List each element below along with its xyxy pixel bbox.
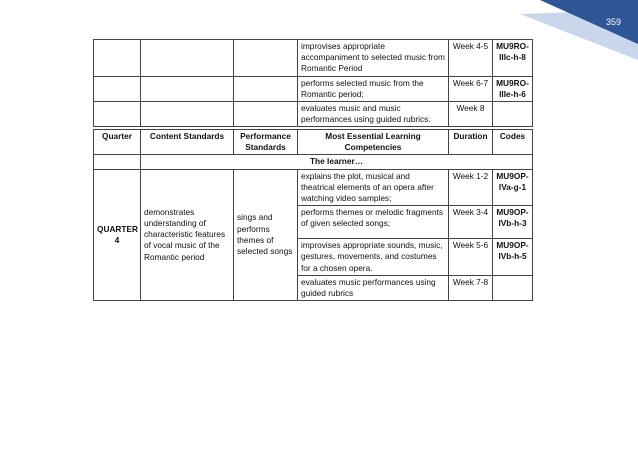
header-codes: Codes: [493, 130, 533, 155]
quarter-4-competency-table: [93, 129, 533, 301]
table-row: [94, 76, 533, 101]
code-cell: [493, 101, 533, 126]
empty-cell: [94, 40, 141, 77]
empty-cell: [234, 101, 298, 126]
duration-cell: Week 4-5: [449, 40, 493, 77]
header-performance-standards: Performance Standards: [234, 130, 298, 155]
duration-cell: Week 1-2: [449, 169, 493, 206]
learner-row: [94, 155, 533, 169]
empty-cell: [141, 101, 234, 126]
page-number: 359: [605, 17, 621, 27]
duration-cell: Week 5-6: [449, 239, 493, 276]
code-cell: MU9RO-IIIc-h-8: [493, 40, 533, 77]
code-cell: MU9RO-IIIe-h-6: [493, 76, 533, 101]
competency-cell: explains the plot, musical and theatrical elements of an opera after watching video samples;: [298, 169, 449, 206]
competency-cell: improvises appropriate accompaniment to selected music from Romantic Period: [298, 40, 449, 77]
table-row: [94, 169, 533, 206]
table-row: [94, 40, 533, 77]
empty-cell: [94, 101, 141, 126]
competency-cell: performs selected music from the Romantic period;: [298, 76, 449, 101]
table-header-row: [94, 130, 533, 155]
duration-cell: Week 3-4: [449, 206, 493, 239]
duration-cell: Week 6-7: [449, 76, 493, 101]
table-row: [94, 101, 533, 126]
header-competencies: Most Essential Learning Competencies: [298, 130, 449, 155]
quarter-cell: QUARTER 4: [94, 169, 141, 301]
empty-cell: [234, 40, 298, 77]
content-standard-cell: demonstrates understanding of characteristic features of vocal music of the Romantic period: [141, 169, 234, 301]
duration-cell: Week 8: [449, 101, 493, 126]
competency-cell: evaluates music performances using guided rubrics: [298, 275, 449, 300]
competency-cell: performs themes or melodic fragments of given selected songs;: [298, 206, 449, 239]
competency-cell: improvises appropriate sounds, music, gestures, movements, and costumes for a chosen opera.: [298, 239, 449, 276]
empty-cell: [94, 76, 141, 101]
code-cell: MU9OP-IVa-g-1: [493, 169, 533, 206]
duration-cell: Week 7-8: [449, 275, 493, 300]
header-content-standards: Content Standards: [141, 130, 234, 155]
code-cell: [493, 275, 533, 300]
empty-cell: [94, 155, 141, 169]
competency-cell: evaluates music and music performances using guided rubrics.: [298, 101, 449, 126]
competency-table-continued: [93, 39, 533, 127]
empty-cell: [141, 40, 234, 77]
performance-standard-cell: sings and performs themes of selected songs: [234, 169, 298, 301]
empty-cell: [141, 76, 234, 101]
header-duration: Duration: [449, 130, 493, 155]
code-cell: MU9OP-IVb-h-3: [493, 206, 533, 239]
empty-cell: [234, 76, 298, 101]
header-quarter: Quarter: [94, 130, 141, 155]
code-cell: MU9OP-IVb-h-5: [493, 239, 533, 276]
learner-label: The learner…: [141, 155, 533, 169]
